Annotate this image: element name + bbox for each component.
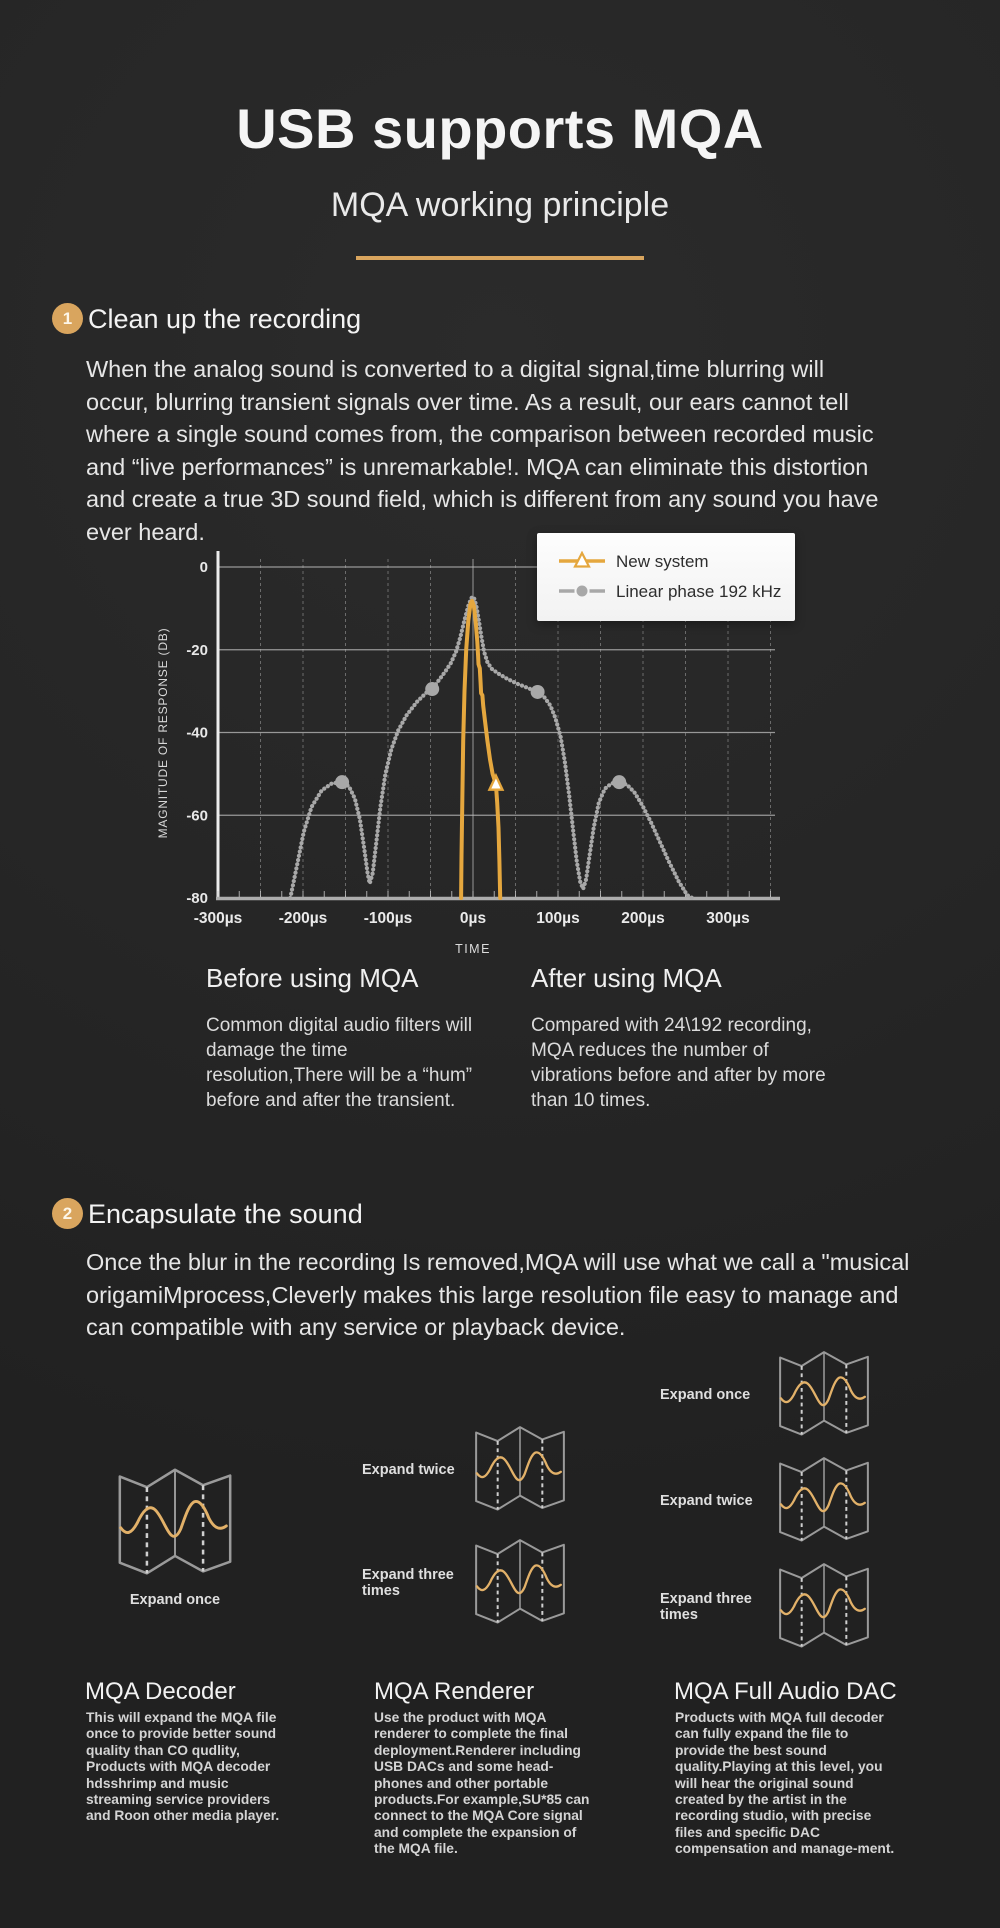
diagram-mqa-decoder — [108, 1462, 242, 1608]
section-2-heading: Encapsulate the sound — [88, 1199, 363, 1229]
svg-text:-60: -60 — [186, 807, 208, 825]
after-mqa-heading: After using MQA — [531, 963, 722, 993]
folded-paper-icon — [472, 1534, 568, 1631]
svg-text:100µs: 100µs — [536, 910, 580, 927]
accent-divider — [356, 256, 644, 260]
svg-text:-100µs: -100µs — [363, 910, 413, 927]
expand-label: Expand twice — [362, 1461, 455, 1478]
section-1-number-badge: 1 — [52, 303, 83, 334]
legend-label: New system — [616, 552, 709, 571]
folded-paper-icon — [113, 1462, 237, 1584]
before-mqa-body: Common digital audio filters will damage the time resolution,There will be a “hum” before and after the transient. — [206, 1015, 473, 1111]
column-heading-mqa-renderer: MQA Renderer — [374, 1678, 535, 1705]
section-2-body: Once the blur in the recording Is removed,MQA will use what we call a "musical origamiMprocess,Cleverly makes this large resolution file easy to manage and can compatible with any service or playback device. — [86, 1249, 910, 1340]
column-heading-mqa-full-audio-dac: MQA Full Audio DAC — [674, 1678, 897, 1705]
diagram-mqa-renderer — [362, 1421, 568, 1631]
legend-item-linear-phase — [559, 581, 795, 604]
svg-text:-300µs: -300µs — [193, 910, 243, 927]
section-1-body: When the analog sound is converted to a digital signal,time blurring will occur, blurring transient signals over time. As a result, our ears cannot tell where a single sound comes from, the comparison between recorded music and “live performances” is unremarkable!. MQA can eliminate this distortion and create a true 3D sound field, which is different from any sound you have ever heard. — [86, 356, 879, 545]
expand-label: Expand twice — [660, 1492, 753, 1509]
svg-text:-200µs: -200µs — [278, 910, 328, 927]
page-subtitle: MQA working principle — [330, 186, 670, 224]
expand-label: Expand once — [129, 1592, 221, 1608]
column-heading-mqa-decoder: MQA Decoder — [85, 1678, 236, 1705]
chart-legend — [537, 533, 795, 621]
svg-text:-20: -20 — [186, 641, 208, 659]
svg-text:0: 0 — [199, 559, 208, 576]
svg-text:-40: -40 — [186, 724, 208, 742]
expand-row — [660, 1346, 872, 1443]
svg-text:300µs: 300µs — [706, 910, 750, 927]
svg-text:TIME: TIME — [455, 942, 491, 956]
svg-text:MAGNITUDE OF RESPONSE (DB): MAGNITUDE OF RESPONSE (DB) — [156, 627, 170, 839]
legend-marker-circle-icon — [559, 581, 605, 604]
expand-row — [660, 1558, 872, 1655]
column-body-mqa-renderer: Use the product with MQA renderer to complete the final deployment.Renderer including USB DACs and some head-phones and other portable products.For example,SU*85 can connect to the MQA Core signal and complete the expansion of the MQA file. — [374, 1710, 590, 1857]
folded-paper-icon — [776, 1558, 872, 1655]
column-body-mqa-decoder: This will expand the MQA file once to provide better sound quality than CO qudlity, Products with MQA decoder hdsshrimp and music streaming service providers and Roon other media player. — [86, 1710, 280, 1824]
before-mqa-heading: Before using MQA — [206, 963, 419, 993]
column-body-mqa-full-audio-dac: Products with MQA full decoder can fully expand the file to provide the best sound quality.Playing at this level, you will hear the original sound created by the artist in the recording studio, with precise files and specific DAC compensation and manage-ment. — [675, 1710, 895, 1857]
folded-paper-icon — [472, 1421, 568, 1518]
diagram-mqa-full-audio-dac — [660, 1346, 872, 1655]
folded-paper-icon — [776, 1346, 872, 1443]
page-title: USB supports MQA — [236, 97, 764, 160]
legend-item-new-system — [559, 551, 795, 574]
expand-row — [362, 1534, 568, 1631]
svg-text:-80: -80 — [186, 890, 208, 907]
folded-paper-icon — [776, 1452, 872, 1549]
legend-label: Linear phase 192 kHz — [616, 582, 782, 601]
expand-label: Expand three times — [660, 1590, 752, 1623]
after-mqa-body: Compared with 24\192 recording, MQA reduces the number of vibrations before and after by more than 10 times. — [531, 1015, 826, 1111]
section-1-heading: Clean up the recording — [88, 304, 362, 334]
expand-row — [362, 1421, 568, 1518]
svg-text:200µs: 200µs — [621, 910, 665, 927]
expand-row — [660, 1452, 872, 1549]
legend-marker-triangle-icon — [559, 551, 605, 574]
svg-text:0µs: 0µs — [459, 910, 487, 927]
section-2-number-badge: 2 — [52, 1198, 83, 1229]
expand-label: Expand three times — [362, 1566, 454, 1599]
expand-label: Expand once — [660, 1386, 751, 1403]
